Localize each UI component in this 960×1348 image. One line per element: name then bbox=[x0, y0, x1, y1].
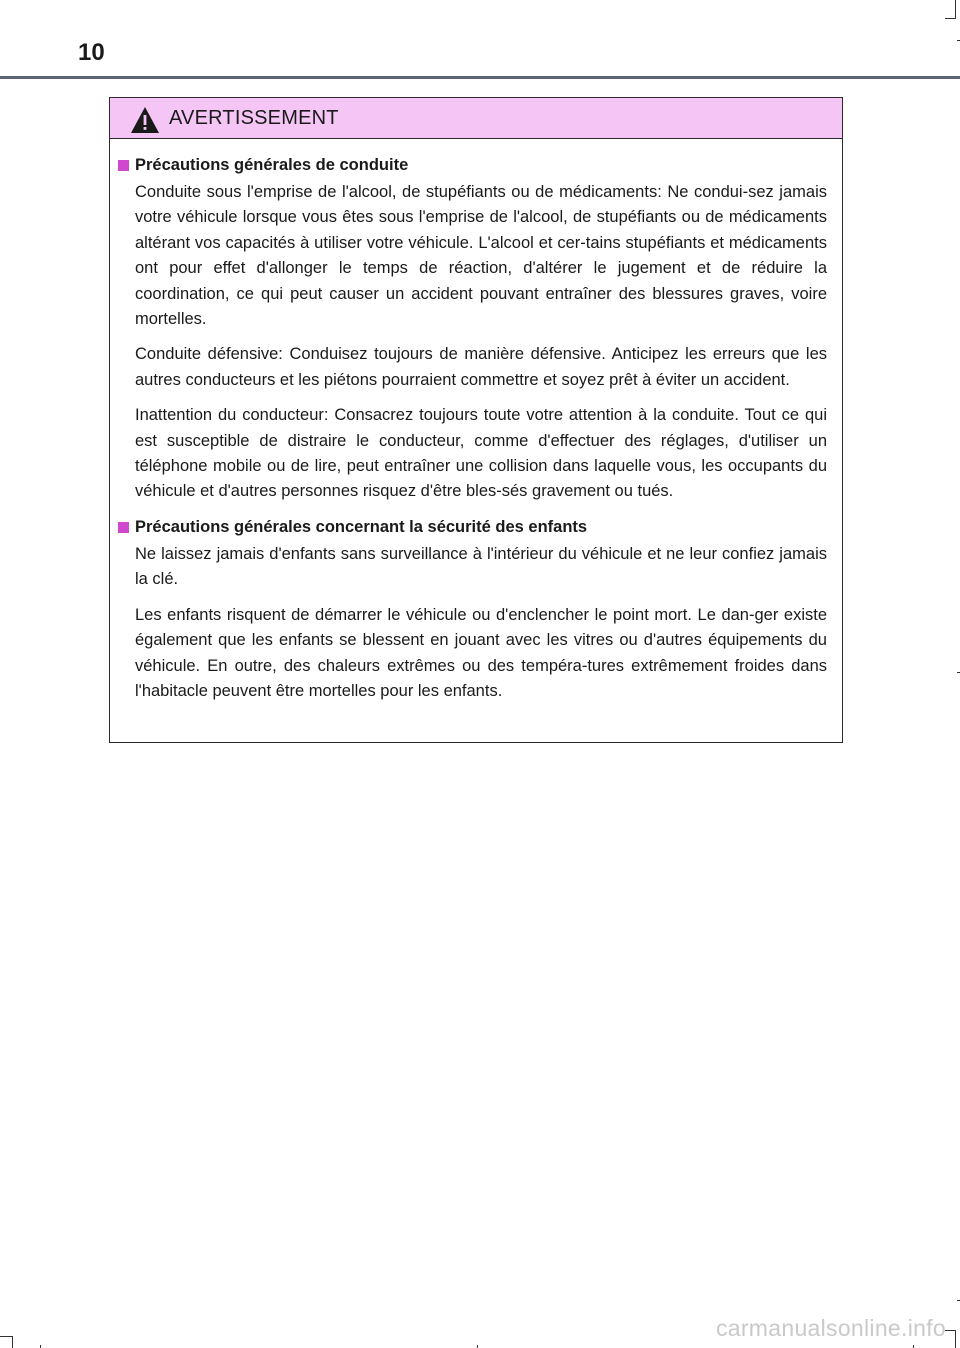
paragraph-children-unattended: Ne laissez jamais d'enfants sans surveillance à l'intérieur du véhicule et ne leur confiez jamais la clé. bbox=[135, 544, 827, 589]
paragraph-defensive-driving: Conduite défensive: Conduisez toujours de manière défensive. Anticipez les erreurs que les autres conducteurs et les piétons pourraient commettre et soyez prêt à éviter un accident. bbox=[135, 345, 827, 389]
watermark: carmanualsonline.info bbox=[715, 1315, 946, 1341]
warning-triangle-icon bbox=[130, 106, 160, 134]
paragraph-children-risks: Les enfants risquent de démarrer le véhicule ou d'enclencher le point mort. Le dan-ger existe également que les enfants se blessent en jouant avec les vitres ou d'autres équipements du véhicule. En outre, des chaleurs extrêmes ou des tempéra-tures extrêmement froides dans l'habitacle peuvent être mortelles pour les enfants. bbox=[135, 605, 827, 700]
crop-mark bbox=[0, 1336, 12, 1337]
square-bullet-icon bbox=[118, 160, 129, 171]
warning-body bbox=[110, 139, 842, 704]
section-heading-text: Précautions générales concernant la sécurité des enfants bbox=[135, 517, 588, 536]
crop-mark bbox=[945, 18, 956, 19]
paragraph-alcohol: Conduite sous l'emprise de l'alcool, de stupéfiants ou de médicaments: Ne condui-sez jamais votre véhicule lorsque vous êtes sous l'emprise de l'alcool, de stupéfiants ou de médicaments altérant vos capacités à utiliser votre véhicule. L'alcool et cer-tains stupéfiants et médicaments ont pour effet d'allonger le temps de réaction, d'altérer le jugement et de réduire la coordination, ce qui peut causer un accident pouvant entraîner des blessures graves, voire mortelles. bbox=[135, 183, 827, 329]
crop-mark bbox=[12, 1336, 13, 1348]
crop-mark bbox=[955, 0, 956, 18]
crop-mark bbox=[955, 1330, 956, 1348]
section-heading-text: Précautions générales de conduite bbox=[135, 156, 409, 174]
section-heading bbox=[118, 515, 827, 540]
header-rule bbox=[0, 76, 960, 79]
warning-title: AVERTISSEMENT bbox=[169, 106, 339, 129]
section-heading bbox=[118, 153, 827, 178]
warning-box bbox=[109, 97, 843, 743]
paragraph-inattention: Inattention du conducteur: Consacrez toujours toute votre attention à la conduite. Tout ce qui est susceptible de distraire le conducteur, comme d'effectuer des réglages, d'utiliser un téléphone mobile ou de lire, peut entraîner une collision dans laquelle vous, les occupants du véhicule et d'autres personnes risquez d'être bles-sés gravement ou tués. bbox=[135, 406, 827, 501]
square-bullet-icon bbox=[118, 522, 129, 533]
warning-header bbox=[110, 98, 842, 139]
page-number: 10 bbox=[78, 39, 105, 66]
